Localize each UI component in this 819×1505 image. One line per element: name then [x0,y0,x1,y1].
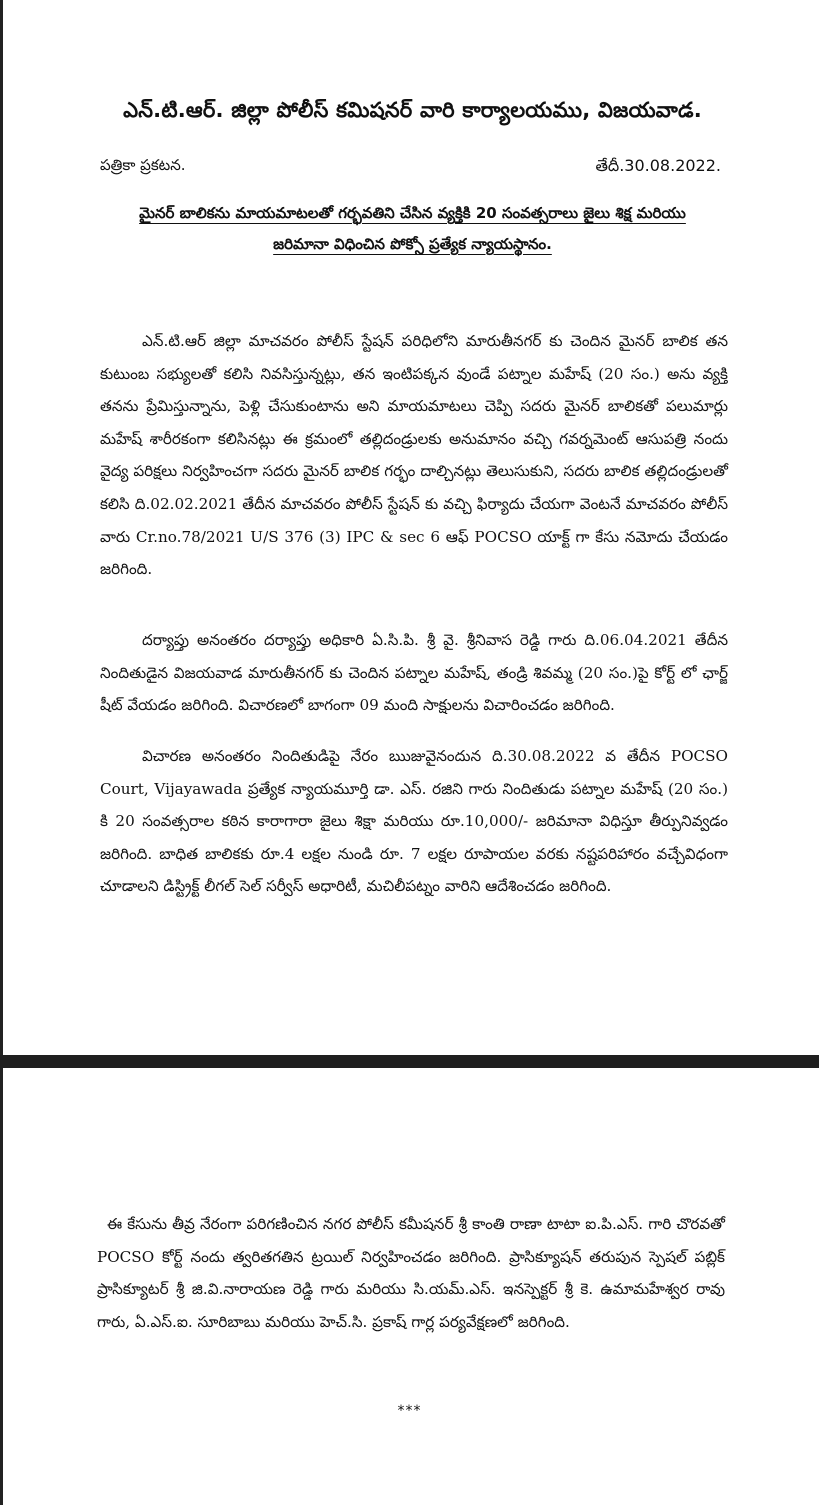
press-release-date: తేదీ.30.08.2022. [595,156,721,175]
headline-line-2: జరిమానా విధించిన పోక్సో ప్రత్యేక న్యాయస్థానం. [273,235,552,253]
paragraph-case-registration: ఎన్.టి.ఆర్ జిల్లా మాచవరం పోలీస్ స్టేషన్ పరిధిలోని మారుతీనగర్ కు చెందిన మైనర్ బాలిక తన కుటుంబ సభ్యులతో కలిసి నివసిస్తున్నట్లు, తన ఇంటిపక్కన వుండే పట్నాల మహేష్ (20 సం.) అను వ్యక్తి తనను ప్రేమిస్తున్నాను, పెళ్లి చేసుకుంటాను అని మాయమాటలు చెప్పి సదరు మైనర్ బాలికతో పలుమార్లు మహేష్ శారీరకంగా కలిసినట్లు ఈ క్రమంలో తల్లిదండ్రులకు అనుమానం వచ్చి గవర్నమెంట్ ఆసుపత్రి నందు వైద్య పరిక్షలు నిర్వహించగా సదరు మైనర్ బాలిక గర్భం దాల్చినట్లు తెలుసుకుని, సదరు బాలిక తల్లిదండ్రులతో కలిసి ది.02.02.2021 తేదీన మాచవరం పోలీస్ స్టేషన్ కు వచ్చి ఫిర్యాదు చేయగా వెంటనే మాచవరం పోలీస్ వారు Cr.no.78/2021 U/S 376 (3) IPC & sec 6 ఆఫ్ POCSO యాక్ట్ గా కేసు నమోదు చేయడం జరిగింది. [100,332,728,579]
office-header-title: ఎన్.టి.ఆర్. జిల్లా పోలీస్ కమిషనర్ వారి కార్యాలయము, విజయవాడ. [123,98,702,122]
press-release-label: పత్రికా ప్రకటన. [100,156,186,174]
paragraph-investigation: దర్యాప్తు అనంతరం దర్యాప్తు అధికారి ఏ.సి.పి. శ్రీ వై. శ్రీనివాస రెడ్డి గారు ది.06.04.2021 తేదీన నిందితుడైన విజయవాడ మారుతీనగర్ కు చెందిన పట్నాల మహేష్, తండ్రి శివమ్మ (20 సం.)పై కోర్ట్ లో ఛార్జ్ షీట్ వేయడం జరిగింది. విచారణలో బాగంగా 09 మంది సాక్షులను విచారించడం జరిగింది. [100,631,729,715]
headline-line-1: మైనర్ బాలికను మాయమాటలతో గర్భవతిని చేసిన వ్యక్తికి 20 సంవత్సరాలు జైలు శిక్ష మరియు [139,204,686,222]
page-separator [0,1055,819,1068]
headline [100,198,725,260]
closing-stars: *** [397,1403,422,1419]
paragraph-verdict: విచారణ అనంతరం నిందితుడిపై నేరం ఋజువైనందున ది.30.08.2022 వ తేదీన POCSO Court, Vijayawada ప్రత్యేక న్యాయమూర్తి డా. ఎస్. రజిని గారు నిందితుడు పట్నాల మహేష్ (20 సం.) కి 20 సంవత్సరాల కఠిన కారాగారా జైలు శిక్షా మరియు రూ.10,000/- జరిమానా విధిస్తూ తీర్పునివ్వడం జరిగింది. బాధిత బాలికకు రూ.4 లక్షల నుండి రూ. 7 లక్షల రూపాయల వరకు నష్టపరిహారం వచ్చేవిధంగా చూడాలని డిస్ట్రిక్ట్ లీగల్ సెల్ సర్వీస్ అధారిటీ, మచిలీపట్నం వారిని ఆదేశించడం జరిగింది. [100,747,728,896]
paragraph-acknowledgement: ఈ కేసును తీవ్ర నేరంగా పరిగణించిన నగర పోలీస్ కమీషనర్ శ్రీ కాంతి రాణా టాటా ఐ.పి.ఎస్. గారి చొరవతో POCSO కోర్ట్ నందు త్వరితగతిన ట్రయిల్ నిర్వహించడం జరిగింది. ప్రాసిక్యూషన్ తరుపున స్పెషల్ పబ్లిక్ ప్రాసిక్యూటర్ శ్రీ జి.వి.నారాయణ రెడ్డి గారు మరియు సి.యమ్.ఎస్. ఇనస్పెక్టర్ శ్రీ కె. ఉమామహేశ్వర రావు గారు, ఏ.ఎస్.ఐ. సూరిబాబు మరియు హెచ్.సి. ప్రకాష్ గార్ల పర్యవేక్షణలో జరిగింది. [97,1215,725,1331]
